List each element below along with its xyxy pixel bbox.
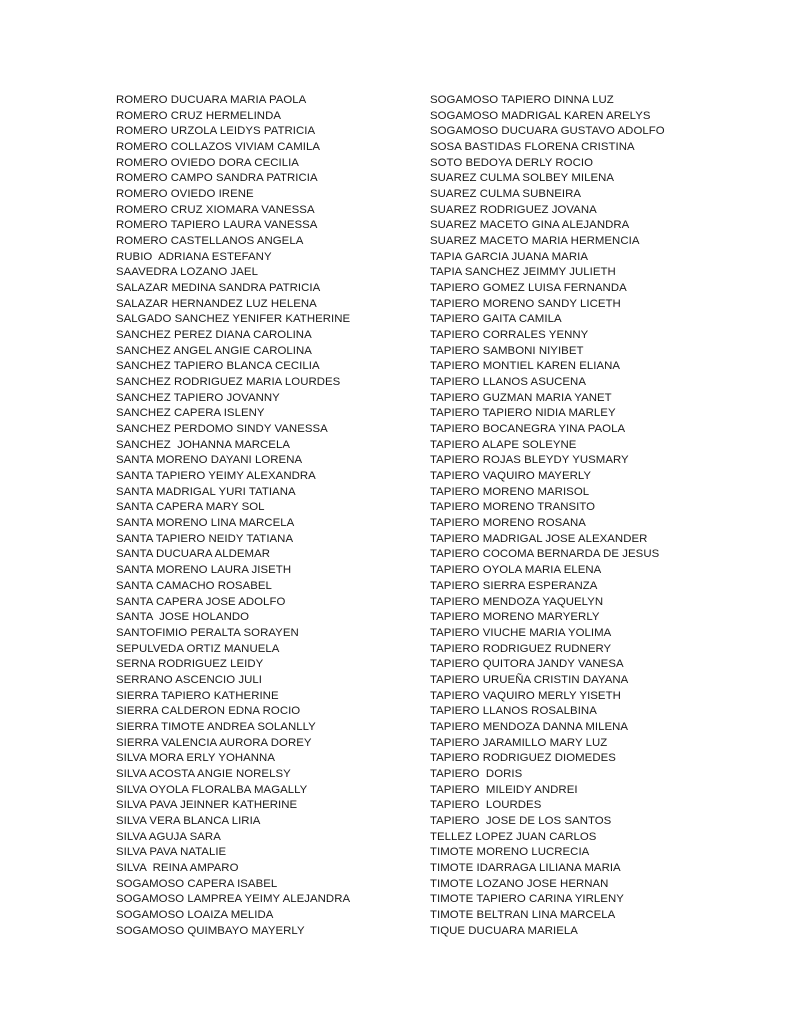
name-entry: SANCHEZ CAPERA ISLENY — [116, 407, 265, 420]
name-entry: SOTO BEDOYA DERLY ROCIO — [430, 156, 593, 169]
name-entry: ROMERO DUCUARA MARIA PAOLA — [116, 94, 307, 106]
name-entry: TAPIERO MORENO MARISOL — [430, 485, 590, 498]
name-entry: ROMERO CRUZ HERMELINDA — [116, 109, 282, 122]
name-entry: SIERRA VALENCIA AURORA DOREY — [116, 736, 312, 749]
name-entry: TAPIERO MORENO ROSANA — [430, 517, 586, 530]
names-column-right — [430, 93, 730, 939]
name-entry: TAPIERO SIERRA ESPERANZA — [430, 579, 598, 592]
name-entry: SILVA REINA AMPARO — [116, 861, 239, 874]
name-entry: TAPIA GARCIA JUANA MARIA — [430, 250, 588, 263]
name-entry: SILVA AGUJA SARA — [116, 830, 221, 843]
name-entry: SANCHEZ PERDOMO SINDY VANESSA — [116, 423, 328, 436]
name-entry: SANTA CAMACHO ROSABEL — [116, 579, 272, 592]
names-column-left — [116, 93, 416, 939]
name-entry: TAPIERO LLANOS ASUCENA — [430, 376, 586, 389]
name-entry: SILVA MORA ERLY YOHANNA — [116, 752, 275, 765]
name-entry: TIMOTE BELTRAN LINA MARCELA — [430, 908, 616, 921]
name-entry: TIQUE DUCUARA MARIELA — [430, 924, 578, 937]
name-entry: SOGAMOSO LOAIZA MELIDA — [116, 908, 274, 921]
name-entry: SUAREZ RODRIGUEZ JOVANA — [430, 203, 597, 216]
name-entry: ROMERO COLLAZOS VIVIAM CAMILA — [116, 141, 320, 154]
name-entry: SANTA MADRIGAL YURI TATIANA — [116, 485, 296, 498]
name-entry: SIERRA TIMOTE ANDREA SOLANLLY — [116, 720, 316, 733]
name-entry: ROMERO CRUZ XIOMARA VANESSA — [116, 203, 315, 216]
name-entry: ROMERO TAPIERO LAURA VANESSA — [116, 219, 318, 232]
name-entry: TAPIERO GAITA CAMILA — [430, 313, 562, 326]
name-entry: SALAZAR HERNANDEZ LUZ HELENA — [116, 297, 317, 310]
name-entry: SOGAMOSO DUCUARA GUSTAVO ADOLFO — [430, 125, 665, 138]
name-entry: SOGAMOSO LAMPREA YEIMY ALEJANDRA — [116, 893, 351, 906]
name-entry: TAPIERO LLANOS ROSALBINA — [430, 705, 597, 718]
name-entry: TIMOTE IDARRAGA LILIANA MARIA — [430, 861, 621, 874]
name-entry: SANTA MORENO DAYANI LORENA — [116, 454, 303, 467]
name-entry: TAPIERO MENDOZA YAQUELYN — [430, 595, 604, 608]
name-entry: TAPIERO MILEIDY ANDREI — [430, 783, 578, 796]
name-entry: SOGAMOSO CAPERA ISABEL — [116, 877, 278, 890]
name-entry: TAPIERO MADRIGAL JOSE ALEXANDER — [430, 532, 648, 545]
name-entry: TAPIERO CORRALES YENNY — [430, 329, 589, 342]
name-entry: SILVA VERA BLANCA LIRIA — [116, 814, 261, 827]
name-entry: TAPIERO TAPIERO NIDIA MARLEY — [430, 407, 616, 420]
name-entry: TAPIERO SAMBONI NIYIBET — [430, 344, 584, 357]
name-entry: SUAREZ CULMA SUBNEIRA — [430, 188, 582, 201]
name-entry: SOGAMOSO TAPIERO DINNA LUZ — [430, 94, 614, 106]
name-entry: TAPIERO BOCANEGRA YINA PAOLA — [430, 423, 626, 436]
name-entry: TAPIERO VAQUIRO MERLY YISETH — [430, 689, 621, 702]
name-entry: SANTOFIMIO PERALTA SORAYEN — [116, 626, 299, 639]
name-entry: TAPIERO GOMEZ LUISA FERNANDA — [430, 282, 627, 295]
name-entry: TAPIERO JOSE DE LOS SANTOS — [430, 814, 612, 827]
name-entry: SOGAMOSO MADRIGAL KAREN ARELYS — [430, 109, 651, 122]
name-entry: TAPIERO RODRIGUEZ RUDNERY — [430, 642, 612, 655]
name-entry: SIERRA TAPIERO KATHERINE — [116, 689, 279, 702]
name-entry: SILVA ACOSTA ANGIE NORELSY — [116, 767, 291, 780]
name-entry: TAPIERO RODRIGUEZ DIOMEDES — [430, 752, 616, 765]
name-entry: SERNA RODRIGUEZ LEIDY — [116, 658, 264, 671]
name-entry: SANTA MORENO LINA MARCELA — [116, 517, 295, 530]
name-entry: SALGADO SANCHEZ YENIFER KATHERINE — [116, 313, 351, 326]
name-entry: SUAREZ CULMA SOLBEY MILENA — [430, 172, 615, 185]
name-entry: TIMOTE MORENO LUCRECIA — [430, 846, 590, 859]
name-entry: SANCHEZ TAPIERO BLANCA CECILIA — [116, 360, 320, 373]
name-entry: SANTA MORENO LAURA JISETH — [116, 564, 292, 577]
name-entry: SANTA CAPERA MARY SOL — [116, 501, 265, 514]
name-entry: SANTA TAPIERO YEIMY ALEXANDRA — [116, 470, 316, 483]
name-entry: SOGAMOSO QUIMBAYO MAYERLY — [116, 924, 305, 937]
name-entry: ROMERO URZOLA LEIDYS PATRICIA — [116, 125, 316, 138]
name-entry: SANCHEZ PEREZ DIANA CAROLINA — [116, 329, 312, 342]
name-entry: TAPIERO OYOLA MARIA ELENA — [430, 564, 602, 577]
name-entry: SANCHEZ TAPIERO JOVANNY — [116, 391, 280, 404]
name-entry: TAPIERO MONTIEL KAREN ELIANA — [430, 360, 621, 373]
name-entry: TAPIERO DORIS — [430, 767, 523, 780]
name-entry: SILVA PAVA NATALIE — [116, 846, 227, 859]
name-entry: SUAREZ MACETO MARIA HERMENCIA — [430, 235, 640, 248]
name-entry: TAPIERO MORENO MARYERLY — [430, 611, 600, 624]
name-entry: SANTA JOSE HOLANDO — [116, 611, 250, 624]
name-entry: TAPIERO MENDOZA DANNA MILENA — [430, 720, 629, 733]
name-entry: TAPIERO ALAPE SOLEYNE — [430, 438, 577, 451]
name-entry: SEPULVEDA ORTIZ MANUELA — [116, 642, 280, 655]
name-entry: SIERRA CALDERON EDNA ROCIO — [116, 705, 301, 718]
name-entry: TAPIA SANCHEZ JEIMMY JULIETH — [430, 266, 616, 279]
name-entry: ROMERO OVIEDO DORA CECILIA — [116, 156, 299, 169]
name-entry: TAPIERO VIUCHE MARIA YOLIMA — [430, 626, 612, 639]
name-entry: SILVA PAVA JEINNER KATHERINE — [116, 799, 298, 812]
name-entry: ROMERO OVIEDO IRENE — [116, 188, 254, 201]
name-entry: ROMERO CAMPO SANDRA PATRICIA — [116, 172, 318, 185]
name-entry: SILVA OYOLA FLORALBA MAGALLY — [116, 783, 308, 796]
name-entry: SANCHEZ JOHANNA MARCELA — [116, 438, 290, 451]
name-entry: SOSA BASTIDAS FLORENA CRISTINA — [430, 141, 635, 154]
name-entry: SERRANO ASCENCIO JULI — [116, 673, 262, 686]
name-entry: SANTA CAPERA JOSE ADOLFO — [116, 595, 286, 608]
name-entry: SANTA TAPIERO NEIDY TATIANA — [116, 532, 294, 545]
name-entry: TAPIERO VAQUIRO MAYERLY — [430, 470, 592, 483]
name-entry: TAPIERO MORENO SANDY LICETH — [430, 297, 621, 310]
name-entry: TAPIERO ROJAS BLEYDY YUSMARY — [430, 454, 629, 467]
name-entry: TAPIERO QUITORA JANDY VANESA — [430, 658, 624, 671]
name-entry: TIMOTE LOZANO JOSE HERNAN — [430, 877, 609, 890]
name-entry: SUAREZ MACETO GINA ALEJANDRA — [430, 219, 630, 232]
name-entry: TAPIERO JARAMILLO MARY LUZ — [430, 736, 608, 749]
name-entry: TAPIERO LOURDES — [430, 799, 542, 812]
name-entry: TAPIERO GUZMAN MARIA YANET — [430, 391, 612, 404]
name-entry: TAPIERO COCOMA BERNARDA DE JESUS — [430, 548, 660, 561]
name-entry: RUBIO ADRIANA ESTEFANY — [116, 250, 272, 263]
name-entry: TIMOTE TAPIERO CARINA YIRLENY — [430, 893, 624, 906]
name-entry: ROMERO CASTELLANOS ANGELA — [116, 235, 304, 248]
name-entry: SANTA DUCUARA ALDEMAR — [116, 548, 271, 561]
name-entry: TAPIERO MORENO TRANSITO — [430, 501, 596, 514]
name-entry: SANCHEZ RODRIGUEZ MARIA LOURDES — [116, 376, 341, 389]
name-entry: TAPIERO URUEÑA CRISTIN DAYANA — [430, 673, 629, 686]
name-entry: SANCHEZ ANGEL ANGIE CAROLINA — [116, 344, 312, 357]
name-entry: TELLEZ LOPEZ JUAN CARLOS — [430, 830, 597, 843]
name-entry: SALAZAR MEDINA SANDRA PATRICIA — [116, 282, 321, 295]
name-entry: SAAVEDRA LOZANO JAEL — [116, 266, 258, 279]
